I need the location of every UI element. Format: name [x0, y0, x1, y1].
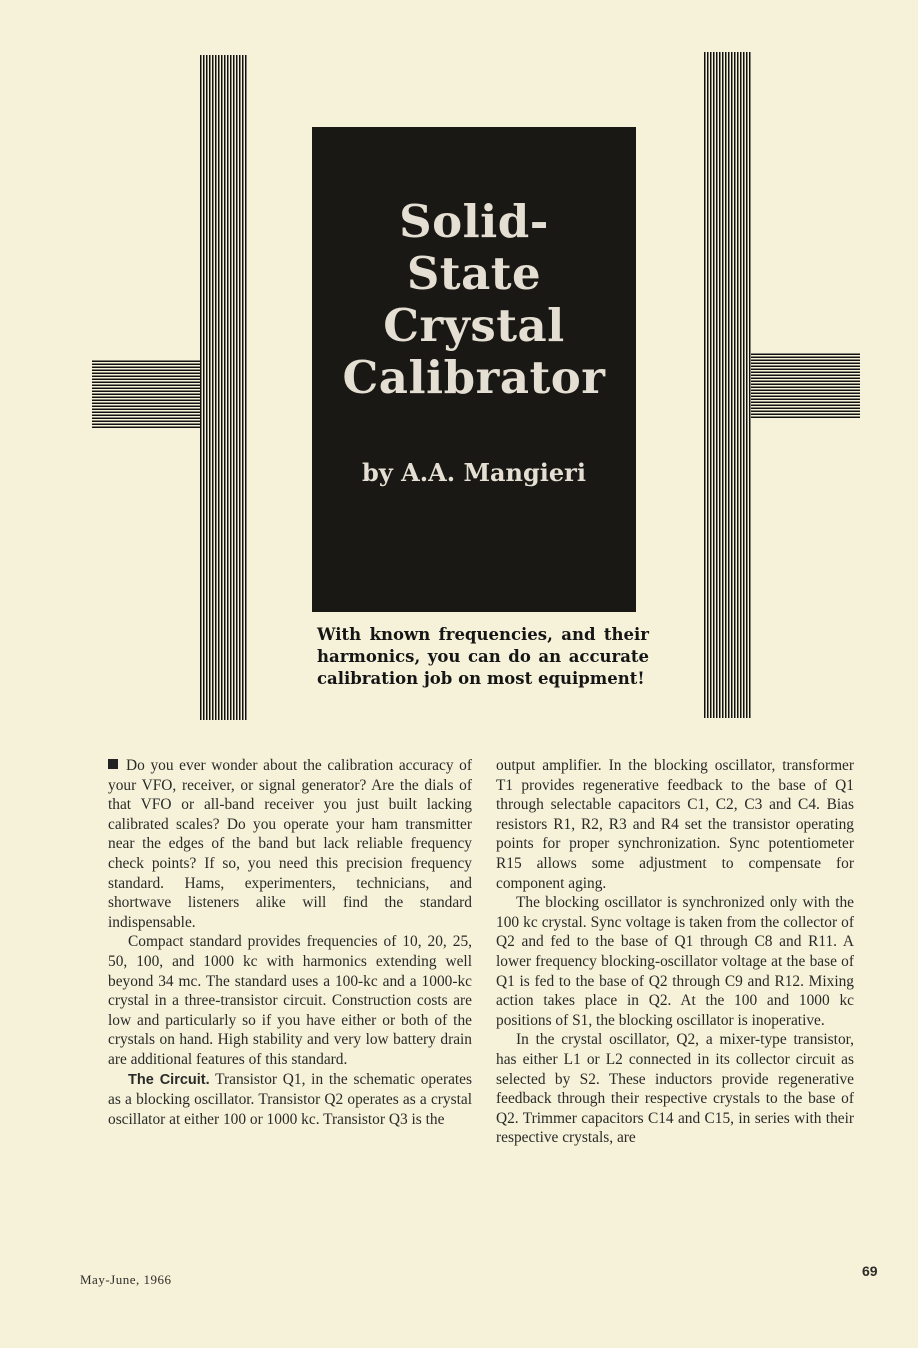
section-heading: The Circuit. — [128, 1071, 210, 1088]
paragraph: Compact standard provides frequencies of 10, 20, 25, 50, 100, and 1000 kc with harmonics extending well beyond 34 mc. The standard uses a 100-kc and a 1000-kc crystal in a three-transistor circuit. Construction costs are low and particularly so if you have either or both of the crystals on hand. High stability and very low battery drain are additional features of this standard. — [108, 933, 472, 1068]
paragraph — [108, 756, 472, 932]
paragraph: The blocking oscillator is synchronized only with the 100 kc crystal. Sync voltage is taken from the collector of Q2 and fed to the base of Q1 through C8 and R11. A lower frequency blocking-oscillator voltage at the base of Q1 is fed to the base of Q2 through C9 and R12. Mixing action takes place in Q2. At the 100 and 1000 kc positions of S1, the blocking oscillator is inoperative. — [496, 894, 854, 1029]
subtitle: With known frequencies, and their harmonics, you can do an accurate calibration job on most equipment! — [317, 625, 649, 688]
article-title — [312, 196, 636, 404]
title-line: State — [406, 247, 542, 300]
issue-date: May-June, 1966 — [80, 1272, 172, 1287]
page-number: 69 — [862, 1263, 878, 1279]
paragraph-text: Transistor Q1, in the schematic operates as a blocking oscillator. Transistor Q2 operates as a crystal oscillator at either 100 or 1000 kc. Transistor Q3 is the — [108, 1070, 473, 1128]
right-decorative-column — [704, 52, 751, 718]
right-decorative-crossbar — [751, 352, 860, 418]
title-line: Calibrator — [342, 351, 606, 404]
title-line: Solid- — [399, 195, 549, 248]
paragraph-text: Do you ever wonder about the calibration accuracy of your VFO, receiver, or signal generator? Are the dials of that VFO or all-band receiver you just built lacking calibrated scales? Do you operate your ham transmitter near the edges of the band but lack reliable frequency check points? If so, you need this precision frequency standard. Hams, experimenters, technicians, and shortwave listeners alike will find the standard indispensable. — [108, 757, 472, 931]
byline: by A.A. Mangieri — [362, 458, 586, 487]
left-decorative-column — [200, 55, 248, 720]
paragraph: output amplifier. In the blocking oscillator, transformer T1 provides regenerative feedback to the base of Q1 through selectable capacitors C1, C2, C3 and C4. Bias resistors R1, R2, R3 and R4 set the transistor operating points for proper synchronization. Sync potentiometer R15 allows some adjustment to compensate for component aging. — [496, 757, 854, 892]
right-column — [496, 756, 854, 1148]
left-column — [108, 756, 472, 1129]
paragraph: In the crystal oscillator, Q2, a mixer-type transistor, has either L1 or L2 connected in its collector circuit as selected by S2. These inductors provide regenerative feedback through their respective crystals to the base of Q2. Trimmer capacitors C14 and C15, in series with their respective crystals, are — [496, 1031, 854, 1147]
bullet-square-icon — [108, 759, 118, 769]
paragraph — [108, 1070, 472, 1130]
title-line: Crystal — [383, 299, 565, 352]
left-decorative-crossbar — [92, 360, 200, 428]
